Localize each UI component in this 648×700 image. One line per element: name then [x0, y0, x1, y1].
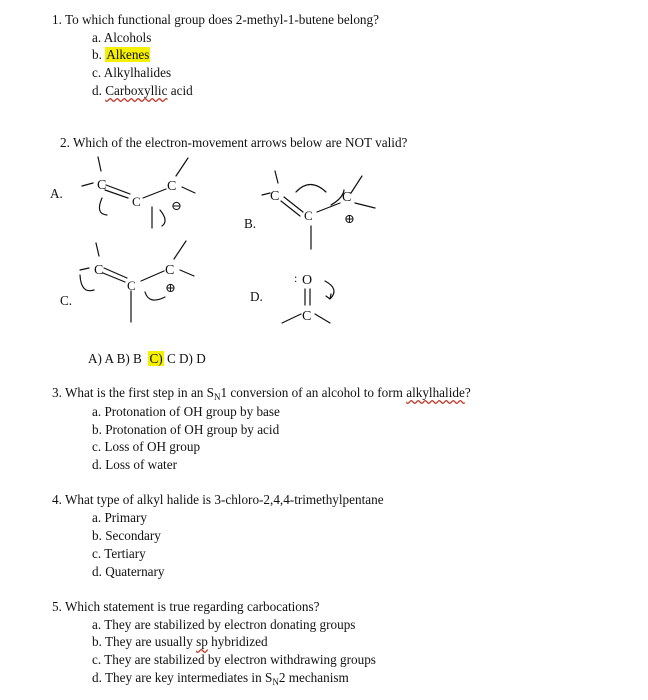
- atom-c: C: [167, 179, 177, 194]
- diagram-label-d: D.: [250, 289, 263, 304]
- q3-option-a: a. Protonation of OH group by base: [92, 404, 280, 419]
- diagram-label-b: B.: [244, 216, 257, 231]
- q1-option-b-highlight: Alkenes: [106, 47, 150, 62]
- diagram-label-a: A.: [50, 186, 63, 201]
- structure-c: [80, 241, 194, 322]
- lone-pair: :: [294, 271, 298, 285]
- spellcheck-word: Carboxyllic: [105, 83, 168, 98]
- q1-option-a: a. Alcohols: [92, 30, 152, 45]
- atom-c: C: [342, 190, 352, 205]
- q3-question: 3. What is the first step in an $S_N1$ conversion of an alcohol to form alkylhalide?: [52, 385, 471, 402]
- q2-answer-choices: A) A B) B C) C D) D: [88, 351, 206, 366]
- q1-question: 1. To which functional group does 2-methyl-1-butene belong?: [52, 12, 379, 27]
- atom-c: C: [132, 194, 141, 209]
- q3-option-d: d. Loss of water: [92, 457, 177, 472]
- atom-c: C: [165, 263, 175, 278]
- atom-c: C: [94, 263, 104, 278]
- spellcheck-word: alkylhalide: [406, 385, 465, 400]
- plus-charge: ⊕: [165, 280, 176, 295]
- atom-c: C: [304, 208, 313, 223]
- q5-question: 5. Which statement is true regarding carbocations?: [52, 599, 320, 614]
- q5-option-c: c. They are stabilized by electron withdrawing groups: [92, 652, 376, 667]
- q1-option-b: b. Alkenes: [92, 47, 150, 62]
- q2-selected-answer: C): [149, 351, 163, 366]
- diagram-label-c: C.: [60, 293, 73, 308]
- atom-o: O: [302, 273, 313, 288]
- q5-option-a: a. They are stabilized by electron donating groups: [92, 617, 356, 632]
- q2-question: 2. Which of the electron-movement arrows below are NOT valid?: [60, 135, 408, 150]
- minus-charge: ⊖: [171, 198, 182, 213]
- q3-option-b: b. Protonation of OH group by acid: [92, 422, 280, 437]
- plus-charge: ⊕: [344, 211, 355, 226]
- q1-option-d: d. Carboxyllic acid: [92, 83, 193, 98]
- q4-option-a: a. Primary: [92, 510, 147, 525]
- atom-c: C: [97, 178, 107, 193]
- atom-c: C: [127, 278, 136, 293]
- q5-option-d: d. They are key intermediates in $S_N2$ mechanism: [92, 670, 349, 687]
- q4-option-c: c. Tertiary: [92, 546, 146, 561]
- q3-option-c: c. Loss of OH group: [92, 439, 201, 454]
- structure-b: [262, 171, 375, 249]
- q1-option-c: c. Alkylhalides: [92, 65, 172, 80]
- atom-c: C: [270, 189, 280, 204]
- spellcheck-word: sp: [196, 634, 208, 649]
- q5-option-b: b. They are usually sp hybridized: [92, 634, 268, 649]
- q4-question: 4. What type of alkyl halide is 3-chloro-2,4,4-trimethylpentane: [52, 492, 384, 507]
- q4-option-b: b. Secondary: [92, 528, 161, 543]
- atom-c: C: [302, 309, 312, 324]
- q4-option-d: d. Quaternary: [92, 564, 165, 579]
